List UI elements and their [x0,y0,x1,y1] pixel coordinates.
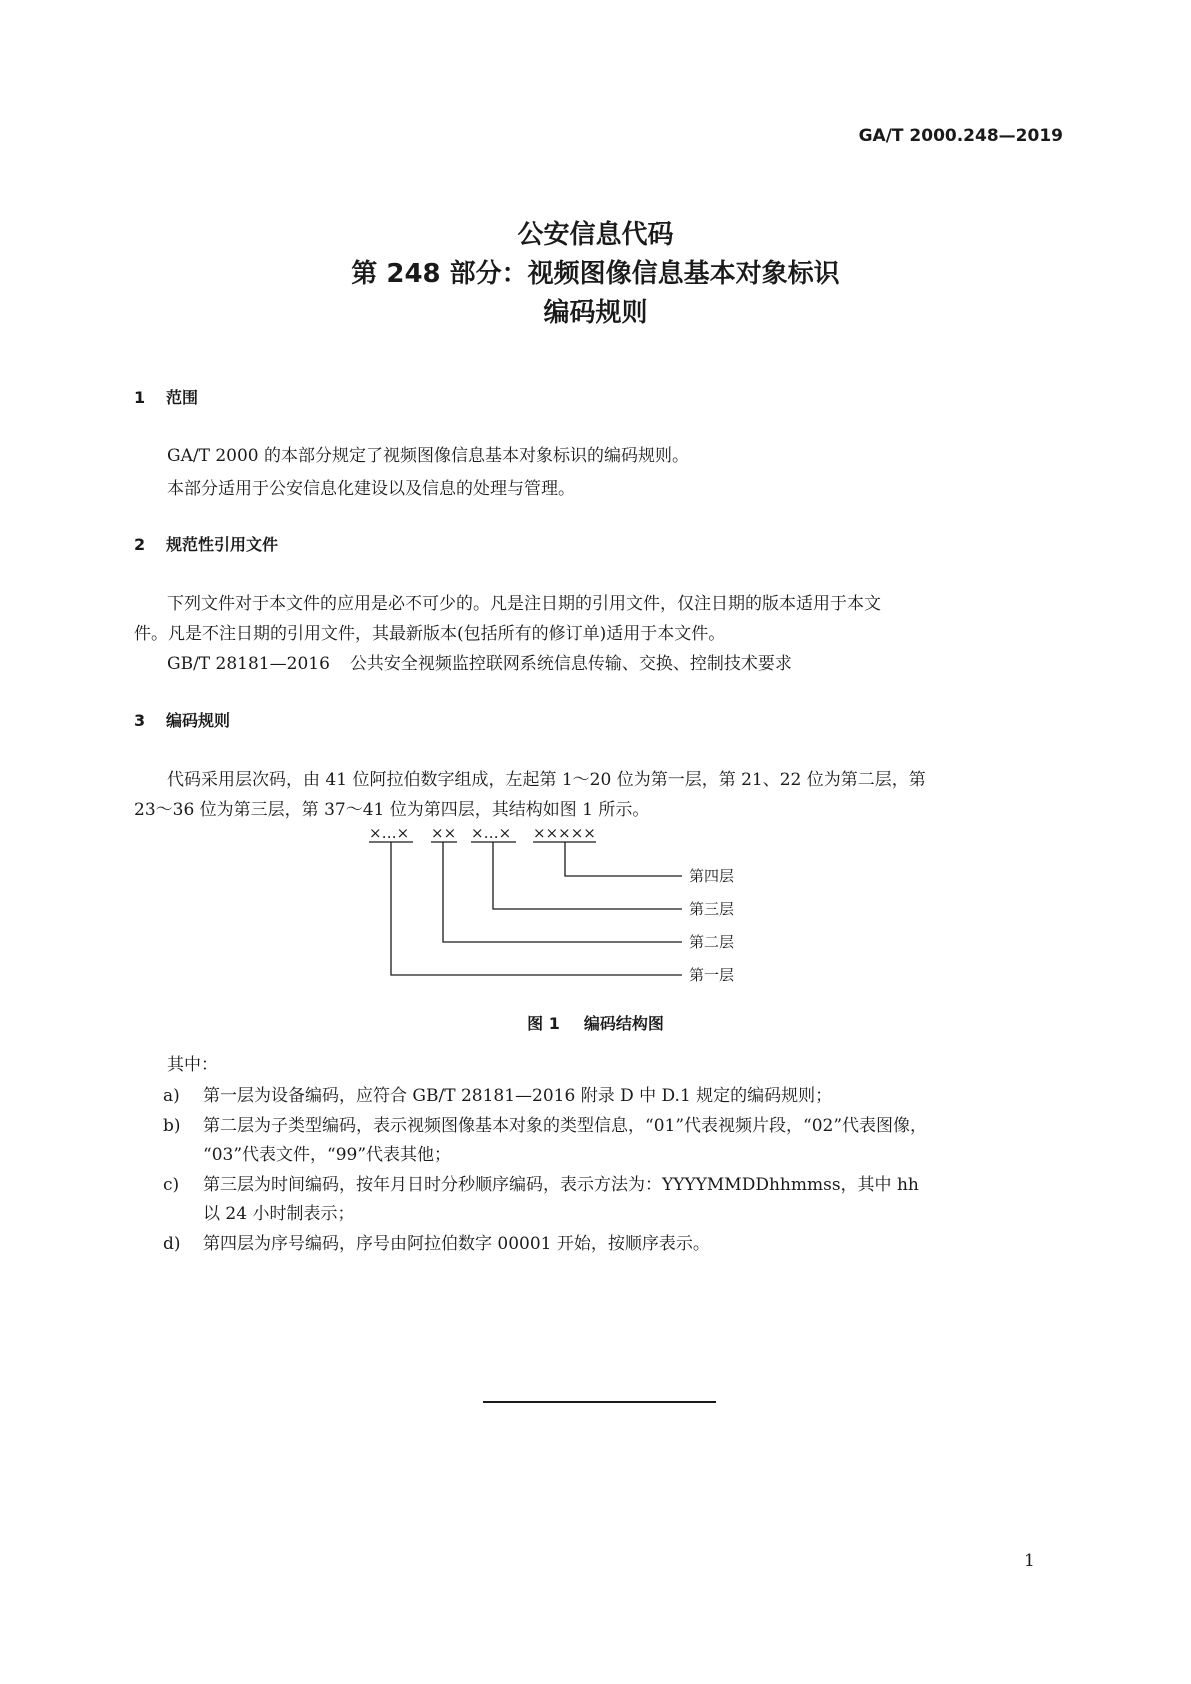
section-2-paragraph-line-2: 件。凡是不注日期的引用文件，其最新版本(包括所有的修订单)适用于本文件。 [134,624,726,644]
section-3-number: 3 [134,711,146,730]
title-line-2: 第 248 部分：视频图像信息基本对象标识 [351,259,840,289]
title-line-3: 编码规则 [543,298,648,328]
list-item-a [163,1081,832,1106]
section-1-number: 1 [134,388,146,407]
list-text-c-line-2: 以 24 小时制表示； [203,1204,355,1224]
list-item-b [163,1111,927,1136]
end-rule [483,1401,716,1403]
page-number: 1 [1024,1551,1035,1571]
list-marker-d: d) [163,1234,181,1254]
section-1-paragraph-2: 本部分适用于公安信息化建设以及信息的处理与管理。 [167,479,575,499]
section-2-paragraph-line-1: 下列文件对于本文件的应用是必不可少的。凡是注日期的引用文件，仅注日期的版本适用于本文 [167,594,881,614]
list-text-c-line-1: 第三层为时间编码，按年月日时分秒顺序编码，表示方法为：YYYYMMDDhhmmss，其中 hh [203,1175,919,1195]
list-marker-a: a) [163,1086,180,1106]
list-marker-c: c) [163,1175,180,1195]
section-1-title: 范围 [166,388,199,407]
label-layer-4: 第四层 [689,867,735,885]
label-layer-3: 第三层 [689,900,735,918]
list-text-b-line-1: 第二层为子类型编码，表示视频图像基本对象的类型信息，“01”代表视频片段，“02”代表图像， [203,1116,928,1136]
figure-number: 图 1 [527,1014,560,1033]
reference-code: GB/T 28181—2016 [167,654,330,674]
list-marker-b: b) [163,1116,181,1136]
figure-caption [0,1011,1191,1034]
notes-intro: 其中： [167,1055,218,1075]
label-layer-1: 第一层 [689,966,735,984]
section-3-paragraph-line-1: 代码采用层次码，由 41 位阿拉伯数字组成，左起第 1～20 位为第一层，第 21、22 位为第二层，第 [167,770,926,790]
section-3-title: 编码规则 [166,711,231,730]
list-text-d: 第四层为序号编码，序号由阿拉伯数字 00001 开始，按顺序表示。 [203,1234,710,1254]
label-layer-2: 第二层 [689,933,735,951]
connector-layer-4 [565,842,682,876]
segment-layer-3: ×…× [471,824,512,842]
section-3-paragraph-line-2: 23～36 位为第三层，第 37～41 位为第四层，其结构如图 1 所示。 [134,800,650,820]
list-item-d [163,1229,710,1254]
reference-title: 公共安全视频监控联网系统信息传输、交换、控制技术要求 [349,654,792,674]
list-text-a: 第一层为设备编码，应符合 GB/T 28181—2016 附录 D 中 D.1 规定的编码规则； [203,1086,833,1106]
standard-number: GA/T 2000.248—2019 [858,126,1063,146]
segment-layer-4: ××××× [533,824,596,842]
list-text-b-line-2: “03”代表文件，“99”代表其他； [203,1145,452,1165]
list-item-c [163,1170,919,1195]
segment-layer-2: ×× [431,824,457,842]
connector-layer-2 [443,842,682,942]
section-2-title: 规范性引用文件 [166,535,279,554]
title-line-1: 公安信息代码 [517,220,674,250]
segment-layer-1: ×…× [369,824,410,842]
section-1-paragraph-1: GA/T 2000 的本部分规定了视频图像信息基本对象标识的编码规则。 [167,446,689,466]
figure-title: 编码结构图 [583,1014,664,1033]
section-2-number: 2 [134,535,146,554]
